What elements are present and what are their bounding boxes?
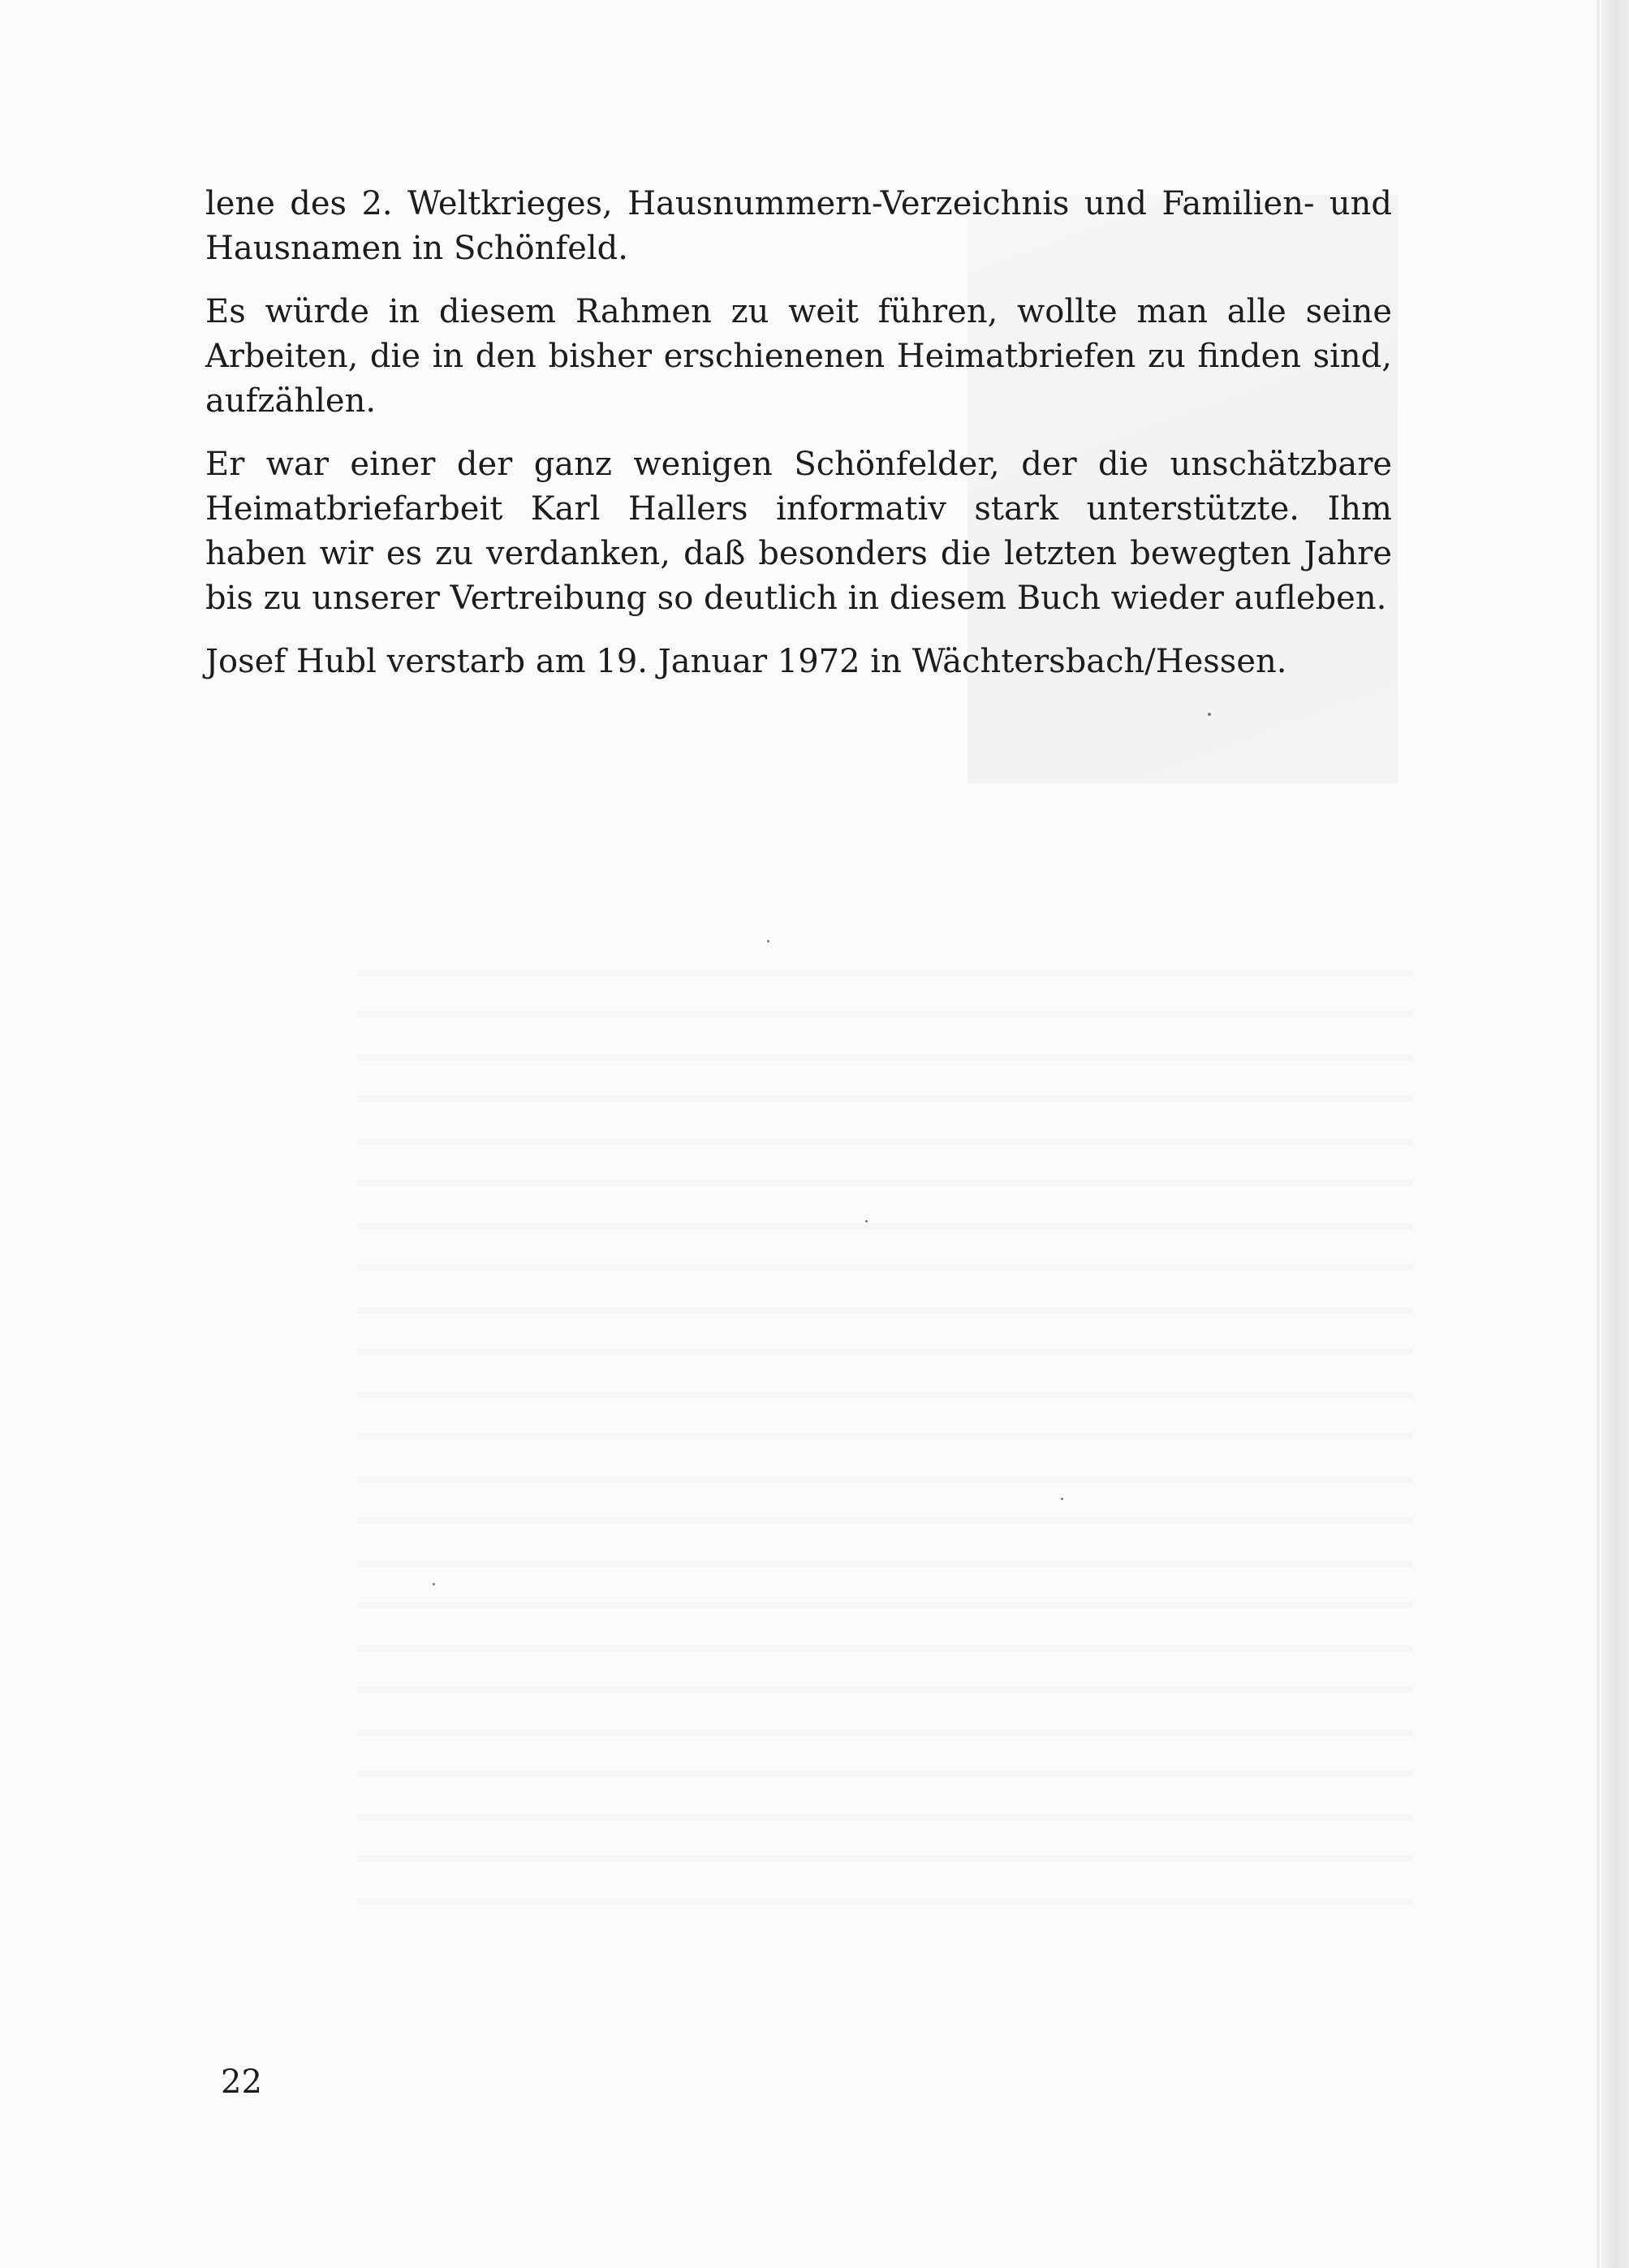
paragraph-1: lene des 2. Weltkrieges, Hausnummern-Verzeichnis und Familien- und Hausnamen in Schönfeld. <box>205 185 1392 267</box>
paragraph-3: Er war einer der ganz wenigen Schönfelder, der die unschätzbare Heimatbriefarbeit Karl Hallers informativ stark unterstützte. Ihm haben wir es zu verdanken, daß besonders die letzten bewegten Jahre bis zu unserer Vertreibung so deutlich in diesem Buch wieder aufleben. <box>205 446 1392 617</box>
scan-speck <box>433 1583 435 1585</box>
show-through-text-area <box>357 934 1412 1940</box>
scan-speck <box>865 1220 868 1222</box>
scan-speck <box>1208 713 1211 716</box>
paragraph-2: Es würde in diesem Rahmen zu weit führen, wollte man alle seine Arbeiten, die in den bisher erschienenen Heimatbriefen zu finden sind, aufzählen. <box>205 293 1392 420</box>
page-number: 22 <box>221 2063 262 2101</box>
scan-speck <box>1061 1498 1063 1500</box>
scan-edge-line <box>1597 0 1600 2268</box>
body-text <box>205 182 1392 703</box>
scan-edge-shadow <box>1601 0 1629 2268</box>
paragraph-4: Josef Hubl verstarb am 19. Januar 1972 in Wächtersbach/Hessen. <box>205 643 1287 680</box>
scan-speck <box>767 940 769 942</box>
